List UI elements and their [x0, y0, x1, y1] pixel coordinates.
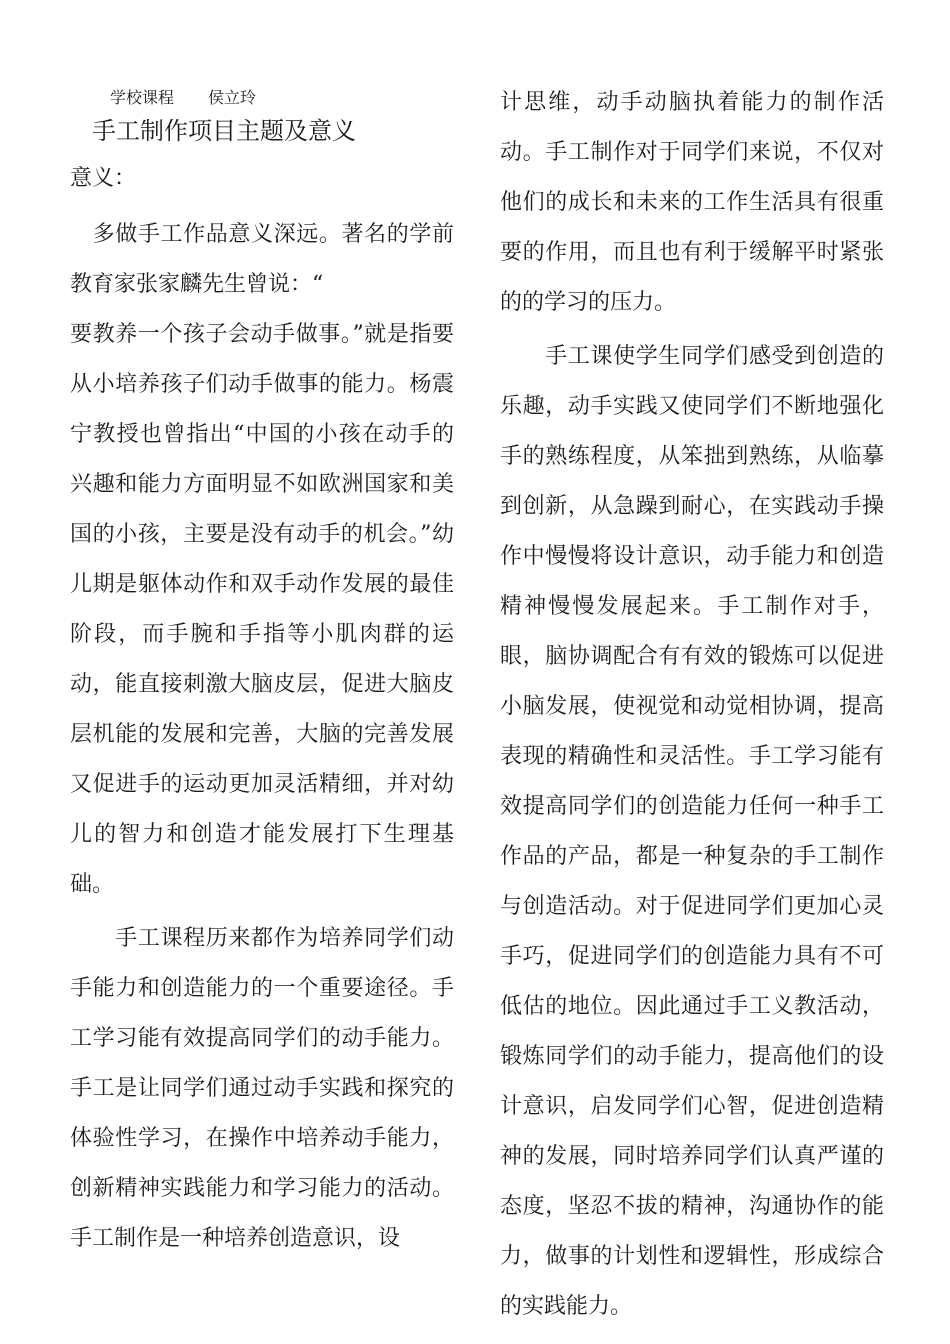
left-column — [70, 154, 454, 1264]
paragraph: 计思维，动手动脑执着能力的制作活动。手工制作对于同学们来说，不仅对他们的成长和未来的工作生活具有很重要的作用，而且也有利于缓解平时紧张的的学习的压力。 — [500, 90, 884, 315]
section-label: 意义： — [70, 166, 137, 191]
right-column — [500, 78, 884, 1332]
paragraph: 要教养一个孩子会动手做事。”就是指要从小培养孩子们动手做事的能力。杨震宁教授也曾指出“中国的小孩在动手的兴趣和能力方面明显不如欧洲国家和美国的小孩，主要是没有动手的机会。”幼儿期是躯体动作和双手动作发展的最佳阶段，而手腕和手指等小肌肉群的运动，能直接刺激大脑皮层，促进大脑皮层机能的发展和完善，大脑的完善发展又促进手的运动更加灵活精细，并对幼儿的智力和创造才能发展打下生理基础。 — [70, 322, 454, 897]
course-label: 学校课程 — [110, 88, 175, 107]
paragraph: 手工课使学生同学们感受到创造的乐趣，动手实践又使同学们不断地强化手的熟练程度，从笨拙到熟练，从临摹到创新，从急躁到耐心，在实践动手操作中慢慢将设计意识，动手能力和创造精神慢慢发展起来。手工制作对手，眼，脑协调配合有有效的锻炼可以促进小脑发展，使视觉和动觉相协调，提高表现的精确性和灵活性。手工学习能有效提高同学们的创造能力任何一种手工作品的产品，都是一种复杂的手工制作与创造活动。对于促进同学们更加心灵手巧，促进同学们的创造能力具有不可低估的地位。因此通过手工义教活动，锻炼同学们的动手能力，提高他们的设计意识，启发同学们心智，促进创造精神的发展，同时培养同学们认真严谨的态度，坚忍不拔的精神，沟通协作的能力，做事的计划性和逻辑性，形成综合的实践能力。 — [500, 344, 884, 1319]
author-name: 侯立玲 — [208, 88, 257, 107]
paragraph: 多做手工作品意义深远。著名的学前教育家张家麟先生曾说：“ — [70, 222, 454, 297]
page-title: 手工制作项目主题及意义 — [92, 117, 356, 145]
document-header — [110, 88, 256, 108]
paragraph: 手工课程历来都作为培养同学们动手能力和创造能力的一个重要途径。手工学习能有效提高同学们的动手能力。手工是让同学们通过动手实践和探究的体验性学习，在操作中培养动手能力，创新精神实践能力和学习能力的活动。手工制作是一种培养创造意识，设 — [70, 926, 454, 1251]
